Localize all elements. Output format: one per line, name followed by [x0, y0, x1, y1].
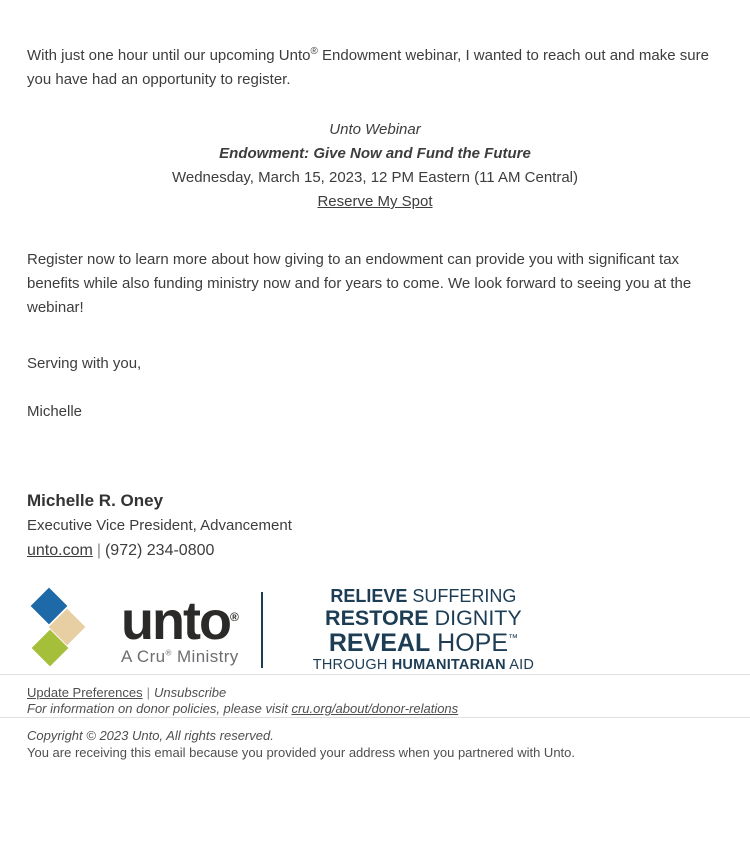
footer-links-block — [0, 685, 750, 717]
body-paragraph: Register now to learn more about how giving to an endowment can provide you with significant tax benefits while also funding ministry now and for years to come. We look forward to seeing you at the webinar! — [27, 251, 692, 316]
preferences-row — [27, 685, 723, 701]
intro-paragraph — [27, 44, 723, 92]
unto-logo-lockup — [27, 587, 723, 674]
signature-name: Michelle R. Oney — [27, 491, 164, 510]
tagline-reveal: REVEAL — [328, 629, 431, 658]
tagline-line-2 — [313, 607, 534, 631]
donor-relations-link[interactable]: cru.org/about/donor-relations — [291, 700, 459, 716]
logo-vertical-divider — [261, 592, 263, 668]
email-content — [0, 44, 750, 674]
tagline-dignity: DIGNITY — [428, 605, 522, 630]
footer-divider-top — [0, 674, 750, 675]
unsubscribe-link[interactable]: Unsubscribe — [154, 684, 227, 700]
update-preferences-link[interactable]: Update Preferences — [27, 684, 143, 700]
webinar-title: Endowment: Give Now and Fund the Future — [219, 145, 531, 162]
tagline-restore: RESTORE — [325, 605, 429, 630]
webinar-label: Unto Webinar — [329, 121, 421, 138]
tagline-through: THROUGH — [312, 656, 392, 673]
footer-divider-bottom — [0, 717, 750, 718]
signoff-name: Michelle — [27, 403, 83, 420]
cru-line-pre: A Cru — [121, 646, 166, 666]
footer-separator: | — [146, 684, 151, 700]
intro-text-post: Endowment webinar, I wanted to reach out and make sure you have had an opportunity to register. — [27, 47, 709, 88]
trademark-symbol: ™ — [508, 633, 519, 645]
copyright-block — [0, 727, 750, 791]
tagline-humanitarian: HUMANITARIAN — [391, 656, 506, 673]
signature-title: Executive Vice President, Advancement — [27, 517, 292, 534]
cru-line-post: Ministry — [171, 646, 239, 666]
tagline-hope: HOPE — [430, 629, 509, 658]
tagline-relieve: RELIEVE — [330, 586, 408, 606]
registered-mark: ® — [310, 46, 318, 57]
unto-wordmark — [121, 590, 239, 651]
cru-registered-mark: ® — [165, 648, 172, 658]
signature-contact-row — [27, 539, 723, 563]
wordmark-registered-mark: ® — [229, 609, 239, 624]
tagline-block — [313, 587, 534, 674]
webinar-block — [27, 118, 723, 214]
tagline-line-4 — [313, 658, 534, 674]
phone-number: (972) 234-0800 — [104, 542, 215, 559]
contact-separator: | — [96, 542, 101, 559]
donor-policy-row — [27, 701, 723, 717]
receiving-notice: You are receiving this email because you provided your address when you partnered with Unto. — [27, 744, 576, 760]
tagline-suffering: SUFFERING — [407, 586, 517, 606]
email-body — [0, 44, 750, 863]
tagline-aid: AID — [505, 656, 535, 673]
unto-com-link[interactable]: unto.com — [27, 542, 93, 559]
policy-text: For information on donor policies, please visit — [27, 700, 292, 716]
cru-ministry-line — [121, 647, 239, 667]
unto-wordmark-block — [121, 590, 239, 667]
webinar-datetime: Wednesday, March 15, 2023, 12 PM Eastern (11 AM Central) — [171, 169, 579, 186]
tagline-line-3 — [313, 630, 534, 658]
webinar-cta-row — [27, 190, 723, 214]
unto-wordmark-text: unto — [121, 590, 230, 651]
tagline-line-1 — [313, 587, 534, 607]
intro-text-pre: With just one hour until our upcoming Unto — [27, 47, 311, 64]
closing-line: Serving with you, — [27, 355, 142, 372]
copyright-line: Copyright © 2023 Unto, All rights reserved. — [27, 727, 274, 743]
reserve-my-spot-link[interactable]: Reserve My Spot — [317, 193, 433, 210]
unto-diamonds-logo-icon — [27, 589, 113, 671]
